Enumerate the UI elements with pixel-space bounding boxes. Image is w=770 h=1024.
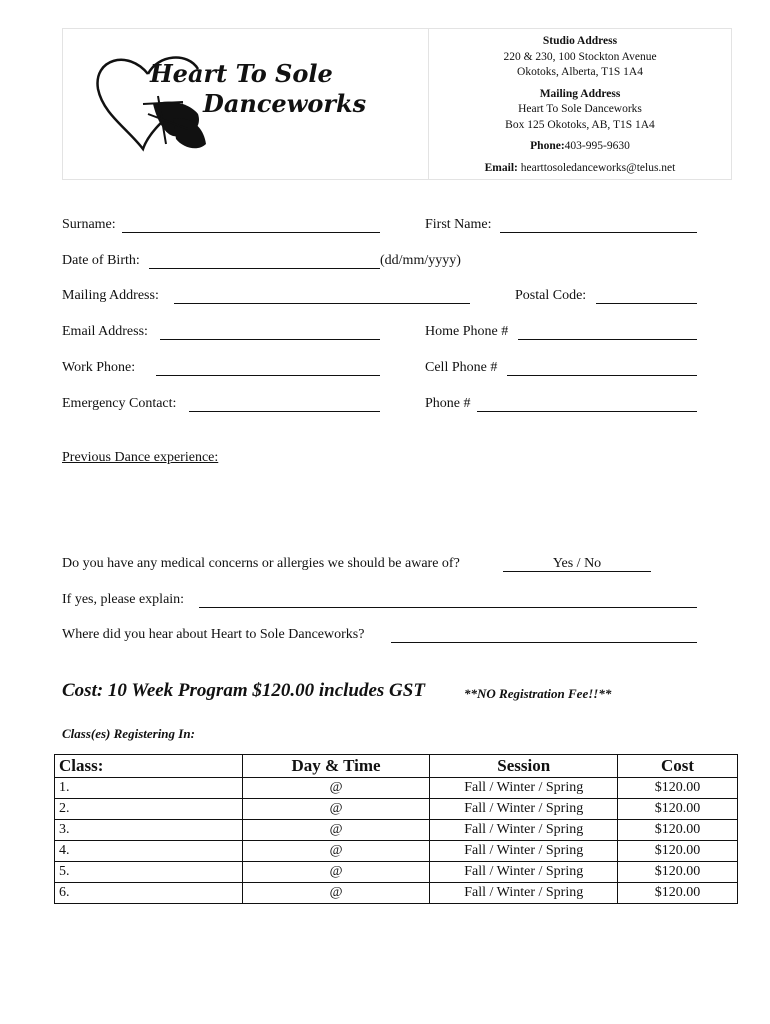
emergency-contact-label: Emergency Contact: (62, 396, 177, 411)
cost-cell: $120.00 (618, 820, 738, 841)
day-time-cell[interactable]: @ (242, 820, 430, 841)
surname-label: Surname: (62, 217, 116, 232)
logo-line2: Danceworks (203, 89, 367, 118)
yes-no-option[interactable]: Yes / No (552, 556, 602, 571)
phone-line (430, 139, 730, 155)
emergency-phone-label: Phone # (425, 396, 471, 411)
hear-about-field[interactable] (391, 642, 697, 643)
email-label: Email: (484, 161, 518, 174)
postal-code-field[interactable] (596, 303, 697, 304)
classes-registering-label: Class(es) Registering In: (62, 726, 195, 741)
cost-title: Cost: 10 Week Program $120.00 includes GST (62, 680, 425, 701)
dob-format: (dd/mm/yyyy) (380, 253, 461, 268)
cost-cell: $120.00 (618, 862, 738, 883)
phone-label: Phone: (530, 140, 565, 152)
mailing-address-line1: Heart To Sole Danceworks (518, 103, 642, 115)
session-cell[interactable]: Fall / Winter / Spring (430, 799, 618, 820)
hear-about-label: Where did you hear about Heart to Sole Danceworks? (62, 627, 365, 642)
dob-field[interactable] (149, 268, 380, 269)
cell-phone-label: Cell Phone # (425, 360, 498, 375)
phone-value: 403-995-9630 (564, 140, 630, 152)
first-name-field[interactable] (500, 232, 697, 233)
table-row (55, 862, 738, 883)
header-class: Class: (55, 755, 243, 778)
session-cell[interactable]: Fall / Winter / Spring (430, 820, 618, 841)
mailing-address-heading: Mailing Address (539, 87, 621, 100)
work-phone-field[interactable] (156, 375, 380, 376)
cost-cell: $120.00 (618, 778, 738, 799)
session-cell[interactable]: Fall / Winter / Spring (430, 883, 618, 904)
table-header-row (55, 755, 738, 778)
ballet-shoe-icon-2 (173, 118, 206, 148)
table-row (55, 799, 738, 820)
home-phone-label: Home Phone # (425, 324, 509, 339)
studio-address-line2: Okotoks, Alberta, T1S 1A4 (517, 66, 643, 78)
email-address-field[interactable] (160, 339, 380, 340)
medical-question: Do you have any medical concerns or allergies we should be aware of? (62, 556, 460, 571)
previous-experience-area[interactable] (62, 470, 698, 540)
cell-phone-field[interactable] (507, 375, 697, 376)
if-yes-field[interactable] (199, 607, 697, 608)
heart-to-sole-logo (88, 44, 367, 164)
no-registration-fee: **NO Registration Fee!!** (464, 686, 612, 701)
mailing-address-label: Mailing Address: (62, 288, 159, 303)
day-time-cell[interactable]: @ (242, 883, 430, 904)
header-session: Session (430, 755, 618, 778)
class-cell[interactable]: 3. (55, 820, 243, 841)
class-cell[interactable]: 6. (55, 883, 243, 904)
mailing-address-line2: Box 125 Okotoks, AB, T1S 1A4 (505, 118, 655, 131)
work-phone-label: Work Phone: (62, 360, 136, 375)
session-cell[interactable]: Fall / Winter / Spring (430, 778, 618, 799)
class-cell[interactable]: 1. (55, 778, 243, 799)
previous-experience-label: Previous Dance experience: (62, 450, 219, 465)
home-phone-field[interactable] (518, 339, 697, 340)
email-address-label: Email Address: (62, 324, 148, 339)
day-time-cell[interactable]: @ (242, 778, 430, 799)
session-cell[interactable]: Fall / Winter / Spring (430, 841, 618, 862)
dob-label: Date of Birth: (62, 253, 140, 268)
class-cell[interactable]: 5. (55, 862, 243, 883)
day-time-cell[interactable]: @ (242, 841, 430, 862)
studio-info (430, 34, 730, 176)
header-day-time: Day & Time (242, 755, 430, 778)
first-name-label: First Name: (425, 217, 492, 232)
table-row (55, 841, 738, 862)
class-cell[interactable]: 2. (55, 799, 243, 820)
studio-address-heading: Studio Address (542, 35, 618, 47)
session-cell[interactable]: Fall / Winter / Spring (430, 862, 618, 883)
mailing-address-field[interactable] (174, 303, 470, 304)
classes-table (54, 754, 738, 904)
cost-cell: $120.00 (618, 883, 738, 904)
logo-line1: Heart To Sole (150, 59, 333, 88)
table-row (55, 820, 738, 841)
emergency-phone-field[interactable] (477, 411, 697, 412)
table-row (55, 883, 738, 904)
class-cell[interactable]: 4. (55, 841, 243, 862)
day-time-cell[interactable]: @ (242, 862, 430, 883)
surname-field[interactable] (122, 232, 380, 233)
studio-address-line1: 220 & 230, 100 Stockton Avenue (503, 50, 657, 63)
email-line (430, 161, 730, 177)
cost-cell: $120.00 (618, 841, 738, 862)
cost-cell: $120.00 (618, 799, 738, 820)
if-yes-label: If yes, please explain: (62, 592, 185, 607)
table-row (55, 778, 738, 799)
header-cost: Cost (618, 755, 738, 778)
email-value: hearttosoledanceworks@telus.net (520, 161, 676, 174)
postal-code-label: Postal Code: (515, 288, 587, 303)
day-time-cell[interactable]: @ (242, 799, 430, 820)
emergency-contact-field[interactable] (189, 411, 380, 412)
header-divider (428, 28, 429, 180)
